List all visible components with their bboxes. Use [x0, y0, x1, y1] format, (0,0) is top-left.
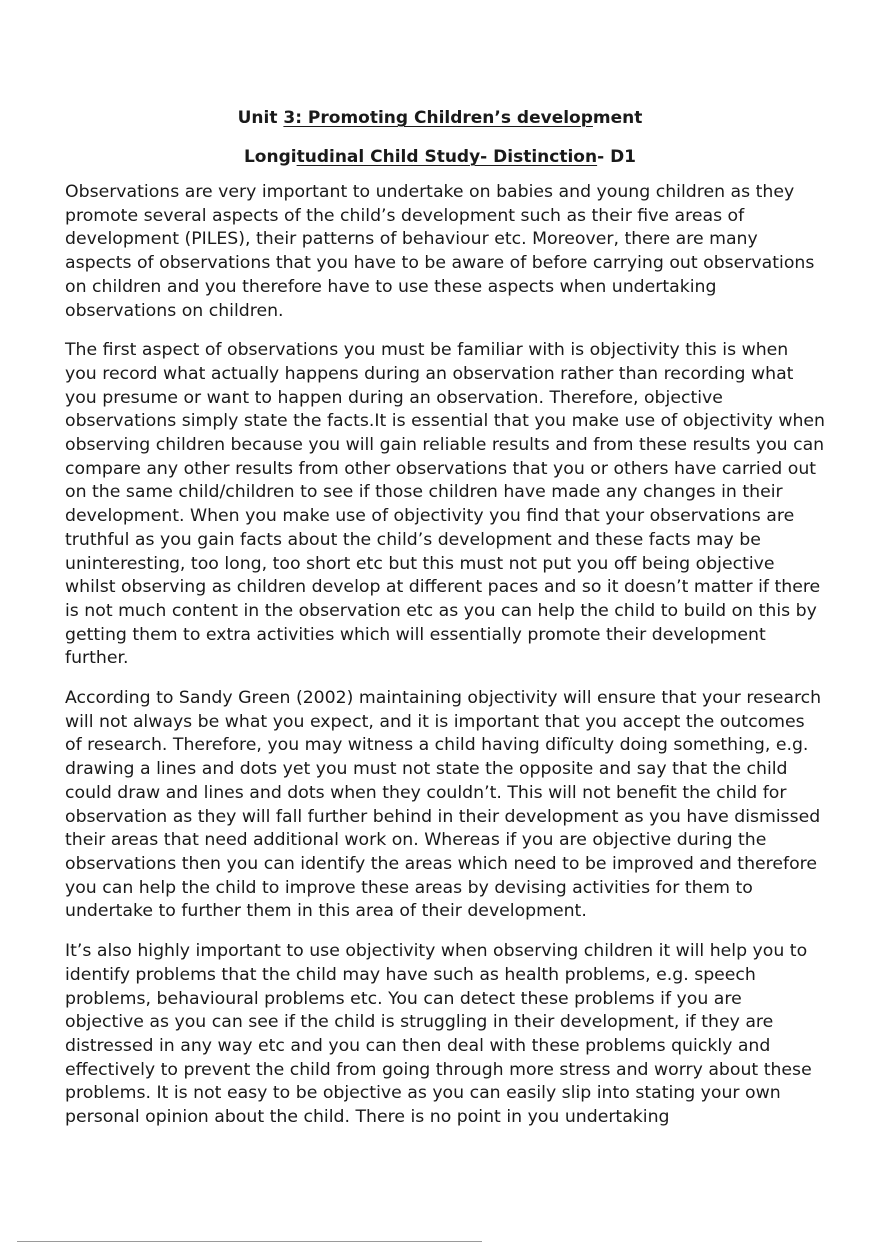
title-underlined: 3: Promoting Children’s develop [283, 108, 593, 128]
document-body [65, 181, 825, 1146]
subtitle-suffix: - D1 [597, 147, 637, 167]
document-title [0, 107, 880, 129]
title-prefix: Unit [237, 108, 284, 128]
paragraph-sandy-green: According to Sandy Green (2002) maintaining objectivity will ensure that your research will not always be what you expect, and it is important that you accept the outcomes of research. Therefore, you may witness a child having difı̈culty doing something, e.g. drawing a lines and dots yet you must not state the opposite and say that the child could draw and lines and dots when they couldn’t. This will not benefit the child for observation as they will fall further behind in their development as you have dismissed their areas that need additional work on. Whereas if you are objective during the observations then you can identify the areas which need to be improved and therefore you can help the child to improve these areas by devising activities for them to undertake to further them in this area of their development. [65, 688, 822, 922]
document-subtitle [0, 146, 880, 168]
paragraph-identify-problems: It’s also highly important to use objectivity when observing children it will help you to identify problems that the child may have such as health problems, e.g. speech problems, behavioural problems etc. You can detect these problems if you are objective as you can see if the child is struggling in their development, if they are distressed in any way etc and you can then deal with these problems quickly and effectively to prevent the child from going through more stress and worry about these problems. It is not easy to be objective as you can easily slip into stating your own personal opinion about the child. There is no point in you undertaking [65, 941, 812, 1128]
subtitle-underlined: tudinal Child Study- Distinction [296, 147, 598, 167]
subtitle-prefix: Longi [243, 147, 297, 167]
footer-divider [17, 1241, 482, 1242]
paragraph-objectivity: The first aspect of observations you must be familiar with is objectivity this is when you record what actually happens during an observation rather than recording what you presume or want to happen during an observation. Therefore, objective observations simply state the facts.It is essential that you make use of objectivity when observing children because you will gain reliable results and from these results you can compare any other results from other observations that you or others have carried out on the same child/children to see if those children have made any changes in their development. When you make use of objectivity you find that your observations are truthful as you gain facts about the child’s development and these facts may be uninteresting, too long, too short etc but this must not put you off being objective whilst observing as children develop at different paces and so it doesn’t matter if there is not much content in the observation etc as you can help the child to build on this by getting them to extra activities which will essentially promote their development further. [65, 340, 826, 669]
paragraph-intro: Observations are very important to undertake on babies and young children as they promote several aspects of the child’s development such as their five areas of development (PILES), their patterns of behaviour etc. Moreover, there are many aspects of observations that you have to be aware of before carrying out observations on children and you therefore have to use these aspects when undertaking observations on children. [65, 182, 815, 321]
title-suffix: ment [592, 108, 643, 128]
